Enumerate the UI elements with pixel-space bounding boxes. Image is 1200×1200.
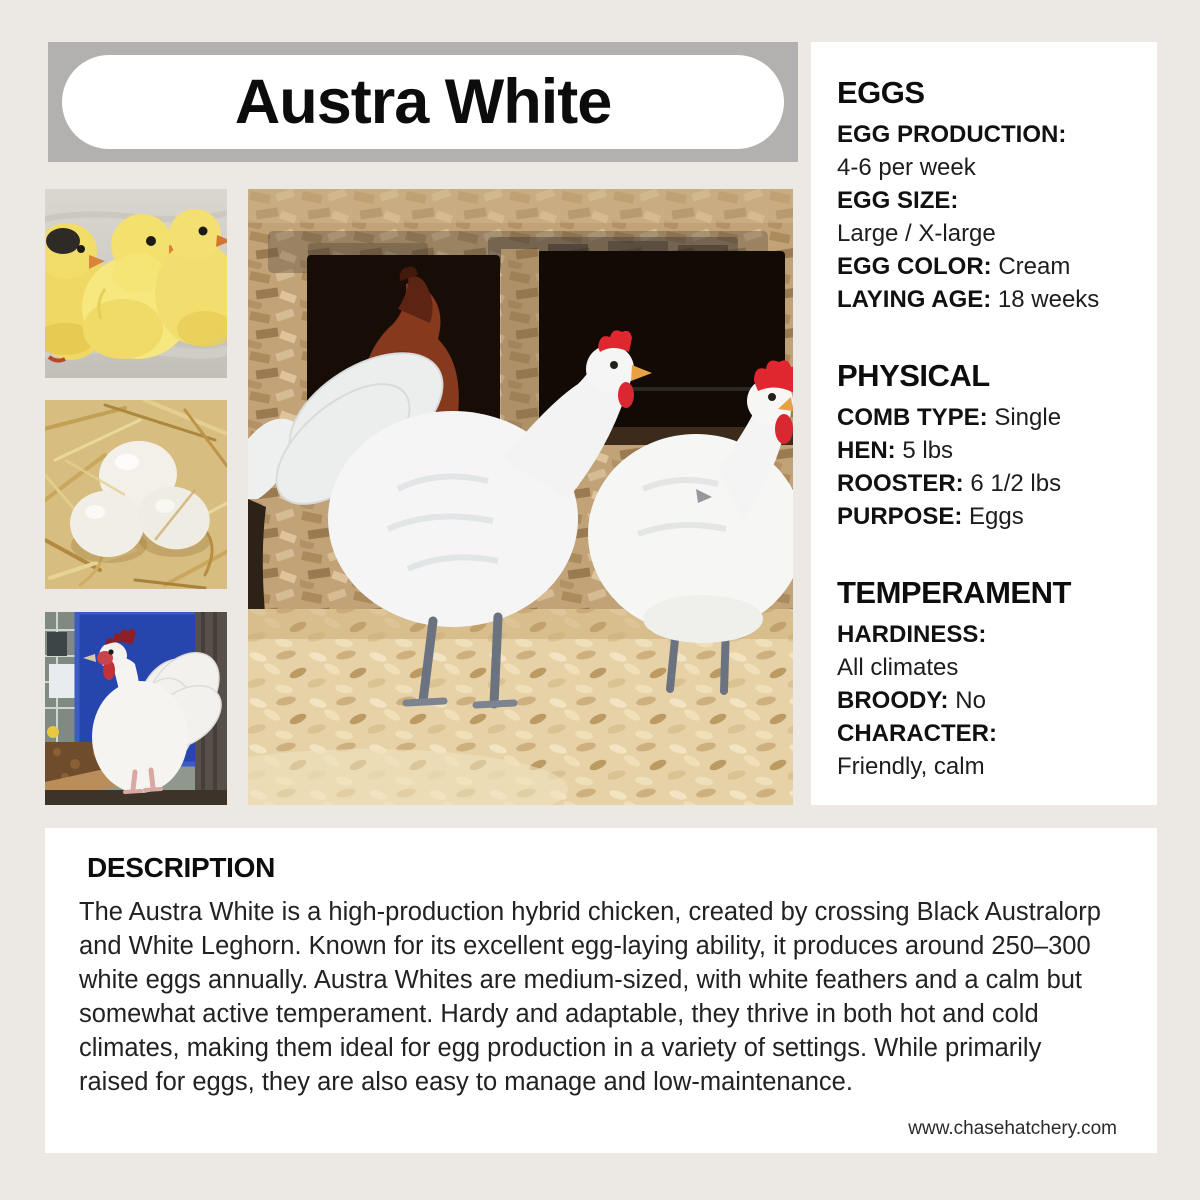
info-panel xyxy=(811,42,1157,805)
eggs-photo xyxy=(45,400,227,589)
spec-label: EGG SIZE: xyxy=(837,187,959,214)
spec-row xyxy=(837,618,1139,651)
spec-row: PURPOSE: Eggs xyxy=(837,503,1024,530)
main-coop-photo xyxy=(248,189,793,805)
spec-section xyxy=(837,358,1139,533)
spec-label: LAYING AGE: xyxy=(837,286,992,313)
spec-label: COMB TYPE: xyxy=(837,404,988,431)
description-panel xyxy=(45,828,1157,1153)
chicks-photo xyxy=(45,189,227,378)
spec-value: Large / X-large xyxy=(837,220,996,247)
spec-label: PURPOSE: xyxy=(837,503,963,530)
title-pill xyxy=(62,55,784,149)
title-banner xyxy=(48,42,798,162)
spec-label: EGG PRODUCTION: xyxy=(837,121,1067,148)
spec-section xyxy=(837,75,1139,316)
spec-value: 4-6 per week xyxy=(837,154,976,181)
spec-value: All climates xyxy=(837,654,959,681)
chicks-illustration xyxy=(45,189,227,378)
spec-label: CHARACTER: xyxy=(837,720,997,747)
spec-row: LAYING AGE: 18 weeks xyxy=(837,286,1100,313)
eggs-illustration xyxy=(45,400,227,589)
spec-row xyxy=(837,717,1139,750)
spec-section xyxy=(837,575,1139,783)
spec-row: ROOSTER: 6 1/2 lbs xyxy=(837,470,1062,497)
spec-label: HARDINESS: xyxy=(837,621,987,648)
spec-label: BROODY: xyxy=(837,687,949,714)
description-heading: DESCRIPTION xyxy=(87,852,276,883)
spec-label: ROOSTER: xyxy=(837,470,964,497)
spec-label: EGG COLOR: xyxy=(837,253,992,280)
spec-row: HEN: 5 lbs xyxy=(837,437,954,464)
spec-section-heading: PHYSICAL xyxy=(837,358,990,393)
coop-illustration xyxy=(248,189,793,805)
spec-row: EGG COLOR: Cream xyxy=(837,253,1071,280)
spec-row: BROODY: No xyxy=(837,687,986,714)
spec-value: Friendly, calm xyxy=(837,753,985,780)
rooster-photo xyxy=(45,612,227,805)
spec-section-heading: TEMPERAMENT xyxy=(837,575,1071,610)
rooster-illustration xyxy=(45,612,227,805)
spec-row xyxy=(837,118,1139,151)
spec-row: COMB TYPE: Single xyxy=(837,404,1062,431)
website-url: www.chasehatchery.com xyxy=(908,1118,1117,1139)
page-title: Austra White xyxy=(234,66,612,137)
spec-label: HEN: xyxy=(837,437,896,464)
description-text: The Austra White is a high-production hybrid chicken, created by crossing Black Australorp and White Leghorn. Known for its excellent egg-laying ability, it produces around 250–300 white eggs annually. Austra Whites are medium-sized, with white feathers and a calm but somewhat active temperament. Hardy and adaptable, they thrive in both hot and cold climates, making them ideal for egg production in a variety of settings. While primarily raised for eggs, they are also easy to manage and low-maintenance. xyxy=(79,898,1101,1096)
spec-row xyxy=(837,184,1139,217)
spec-section-heading: EGGS xyxy=(837,75,925,110)
